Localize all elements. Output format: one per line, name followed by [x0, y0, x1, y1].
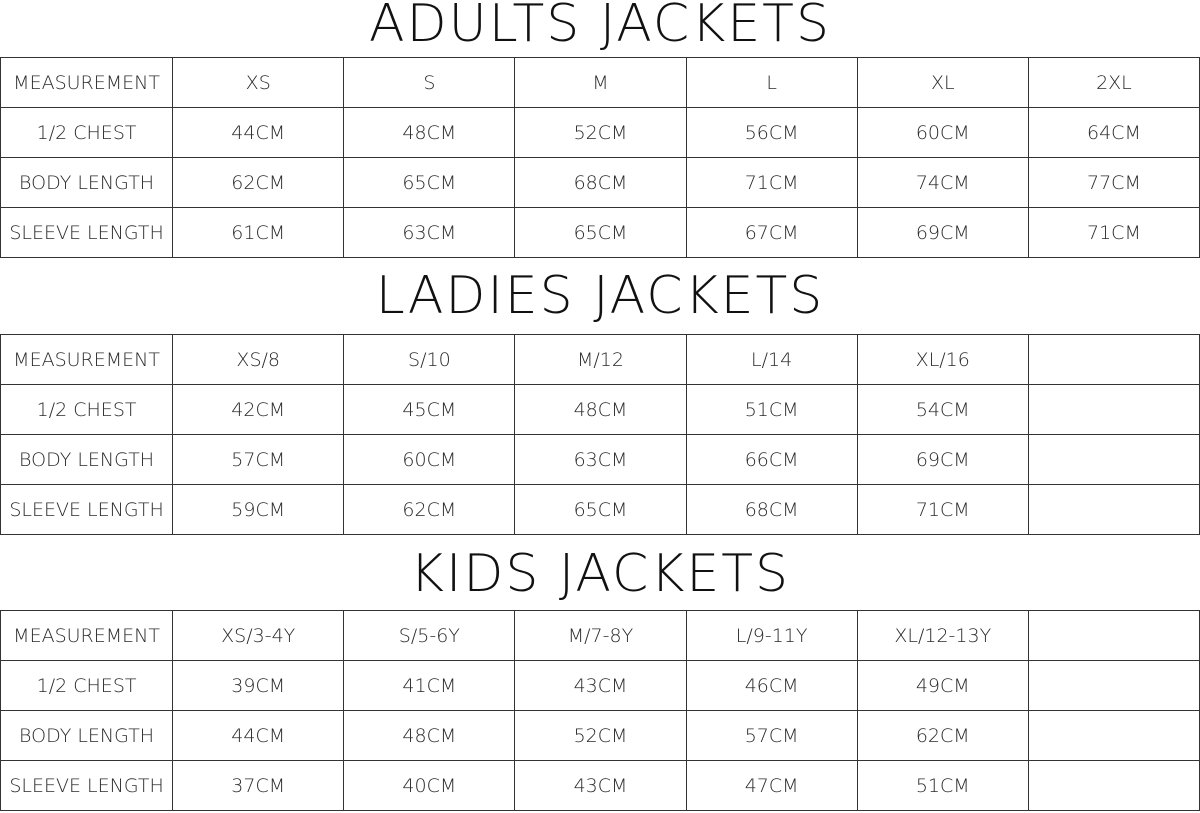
measurement-value-cell: 52CM [515, 108, 686, 158]
table-row [1, 158, 1200, 208]
table-row [1, 108, 1200, 158]
size-header-cell: XL/16 [857, 335, 1028, 385]
measurement-value-cell: 59CM [173, 485, 344, 535]
measurement-value-cell: 56CM [686, 108, 857, 158]
measurement-value-cell: 69CM [857, 435, 1028, 485]
measurement-value-cell: 57CM [686, 711, 857, 761]
measurement-value-cell: 49CM [857, 661, 1028, 711]
measurement-label-cell: 1/2 CHEST [1, 385, 173, 435]
measurement-value-cell: 39CM [173, 661, 344, 711]
size-header-cell: S [344, 58, 515, 108]
measurement-value-cell: 52CM [515, 711, 686, 761]
measurement-value-cell: 74CM [857, 158, 1028, 208]
measurement-value-cell [1028, 761, 1199, 811]
ladies-jackets-title: LADIES JACKETS [375, 266, 825, 326]
measurement-value-cell: 66CM [686, 435, 857, 485]
measurement-label-cell: BODY LENGTH [1, 435, 173, 485]
measurement-value-cell: 57CM [173, 435, 344, 485]
table-row [1, 435, 1200, 485]
adults-jackets-table [0, 57, 1200, 258]
measurement-value-cell: 69CM [857, 208, 1028, 258]
measurement-value-cell: 40CM [344, 761, 515, 811]
table-row [1, 208, 1200, 258]
size-header-cell: L [686, 58, 857, 108]
measurement-value-cell: 60CM [344, 435, 515, 485]
measurement-header-cell: MEASUREMENT [1, 335, 173, 385]
size-header-cell: XL/12-13Y [857, 611, 1028, 661]
measurement-value-cell: 48CM [515, 385, 686, 435]
measurement-value-cell [1028, 711, 1199, 761]
measurement-label-cell: SLEEVE LENGTH [1, 208, 173, 258]
measurement-label-cell: BODY LENGTH [1, 711, 173, 761]
measurement-header-cell: MEASUREMENT [1, 58, 173, 108]
measurement-value-cell: 63CM [515, 435, 686, 485]
measurement-value-cell: 62CM [857, 711, 1028, 761]
size-header-cell [1028, 611, 1199, 661]
measurement-value-cell [1028, 385, 1199, 435]
size-header-cell: L/14 [686, 335, 857, 385]
table-header-row [1, 58, 1200, 108]
measurement-value-cell [1028, 435, 1199, 485]
measurement-value-cell: 51CM [686, 385, 857, 435]
size-header-cell: L/9-11Y [686, 611, 857, 661]
size-header-cell: XS/3-4Y [173, 611, 344, 661]
size-header-cell: S/5-6Y [344, 611, 515, 661]
size-header-cell: M [515, 58, 686, 108]
measurement-value-cell: 71CM [857, 485, 1028, 535]
measurement-value-cell [1028, 485, 1199, 535]
size-header-cell: M/7-8Y [515, 611, 686, 661]
measurement-label-cell: SLEEVE LENGTH [1, 485, 173, 535]
table-row [1, 385, 1200, 435]
measurement-value-cell: 37CM [173, 761, 344, 811]
size-header-cell: M/12 [515, 335, 686, 385]
size-header-cell: S/10 [344, 335, 515, 385]
table-header-row [1, 335, 1200, 385]
measurement-value-cell: 65CM [515, 208, 686, 258]
measurement-value-cell: 77CM [1028, 158, 1199, 208]
measurement-value-cell: 46CM [686, 661, 857, 711]
table-header-row [1, 611, 1200, 661]
kids-jackets-table [0, 610, 1200, 811]
measurement-value-cell: 47CM [686, 761, 857, 811]
table-row [1, 661, 1200, 711]
measurement-label-cell: BODY LENGTH [1, 158, 173, 208]
measurement-header-cell: MEASUREMENT [1, 611, 173, 661]
measurement-value-cell: 41CM [344, 661, 515, 711]
measurement-value-cell: 45CM [344, 385, 515, 435]
measurement-value-cell: 51CM [857, 761, 1028, 811]
ladies-jackets-table [0, 334, 1200, 535]
measurement-value-cell: 48CM [344, 108, 515, 158]
measurement-value-cell: 43CM [515, 761, 686, 811]
measurement-value-cell: 54CM [857, 385, 1028, 435]
measurement-value-cell: 63CM [344, 208, 515, 258]
measurement-value-cell: 65CM [515, 485, 686, 535]
measurement-label-cell: 1/2 CHEST [1, 661, 173, 711]
adults-jackets-title: ADULTS JACKETS [369, 0, 831, 54]
measurement-value-cell: 61CM [173, 208, 344, 258]
table-row [1, 485, 1200, 535]
measurement-value-cell: 62CM [173, 158, 344, 208]
measurement-label-cell: 1/2 CHEST [1, 108, 173, 158]
size-header-cell: XL [857, 58, 1028, 108]
size-header-cell: XS [173, 58, 344, 108]
table-row [1, 711, 1200, 761]
measurement-value-cell: 67CM [686, 208, 857, 258]
measurement-value-cell: 71CM [1028, 208, 1199, 258]
size-header-cell: 2XL [1028, 58, 1199, 108]
measurement-value-cell: 43CM [515, 661, 686, 711]
size-header-cell: XS/8 [173, 335, 344, 385]
measurement-value-cell: 42CM [173, 385, 344, 435]
measurement-value-cell: 48CM [344, 711, 515, 761]
measurement-value-cell: 62CM [344, 485, 515, 535]
measurement-value-cell: 64CM [1028, 108, 1199, 158]
measurement-value-cell: 71CM [686, 158, 857, 208]
table-row [1, 761, 1200, 811]
measurement-label-cell: SLEEVE LENGTH [1, 761, 173, 811]
kids-jackets-title: KIDS JACKETS [409, 544, 791, 604]
measurement-value-cell [1028, 661, 1199, 711]
measurement-value-cell: 44CM [173, 711, 344, 761]
measurement-value-cell: 68CM [686, 485, 857, 535]
measurement-value-cell: 68CM [515, 158, 686, 208]
measurement-value-cell: 44CM [173, 108, 344, 158]
measurement-value-cell: 65CM [344, 158, 515, 208]
measurement-value-cell: 60CM [857, 108, 1028, 158]
size-header-cell [1028, 335, 1199, 385]
